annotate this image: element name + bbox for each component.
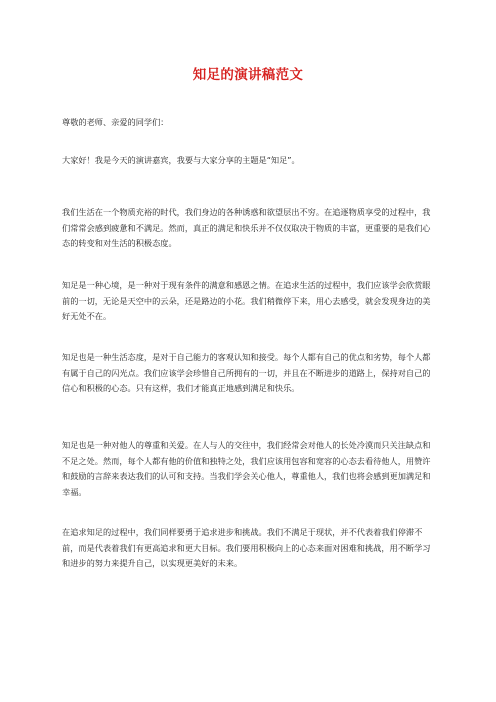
- paragraph-opening: 大家好！我是今天的演讲嘉宾，我要与大家分享的主题是“知足”。: [62, 155, 300, 165]
- greeting-line: 尊敬的老师、亲爱的同学们：: [62, 117, 169, 127]
- paragraph-pursue-progress: 在追求知足的过程中，我们同样要勇于追求进步和挑战。我们不满足于现状，并不代表着我们停滞不前，而是代表着我们有更高追求和更大目标。我们要用积极向上的心态来面对困难和挑战，用不断学习和进步的努力来提升自己，以实现更美好的未来。: [62, 527, 431, 568]
- paragraph-state-of-mind: 知足是一种心境，是一种对于现有条件的满意和感恩之情。在追求生活的过程中，我们应该学会欣赏眼前的一切，无论是天空中的云朵，还是路边的小花。我们稍微停下来，用心去感受，就会发现身边的美好无处不在。: [62, 280, 431, 321]
- paragraph-material-age: 我们生活在一个物质充裕的时代，我们身边的各种诱惑和欲望层出不穷。在追逐物质享受的过程中，我们常常会感到疲惫和不满足。然而，真正的满足和快乐并不仅仅取决于物质的丰富，更重要的是我们心态的转变和对生活的积极态度。: [62, 207, 431, 248]
- paragraph-life-attitude: 知足也是一种生活态度，是对于自己能力的客观认知和接受。每个人都有自己的优点和劣势，每个人都有属于自己的闪光点。我们应该学会珍惜自己所拥有的一切，并且在不断进步的道路上，保持对自己的信心和积极的心态。只有这样，我们才能真正地感到满足和快乐。: [62, 352, 431, 393]
- document-title: 知足的演讲稿范文: [192, 67, 304, 83]
- paragraph-respect-others: 知足也是一种对他人的尊重和关爱。在人与人的交往中，我们经常会对他人的长处冷漠而只关注缺点和不足之处。然而，每个人都有他的价值和独特之处，我们应该用包容和宽容的心态去看待他人，用赞许和鼓励的言辞来表达我们的认可和支持。当我们学会关心他人，尊重他人，我们也将会感到更加满足和幸福。: [62, 440, 431, 497]
